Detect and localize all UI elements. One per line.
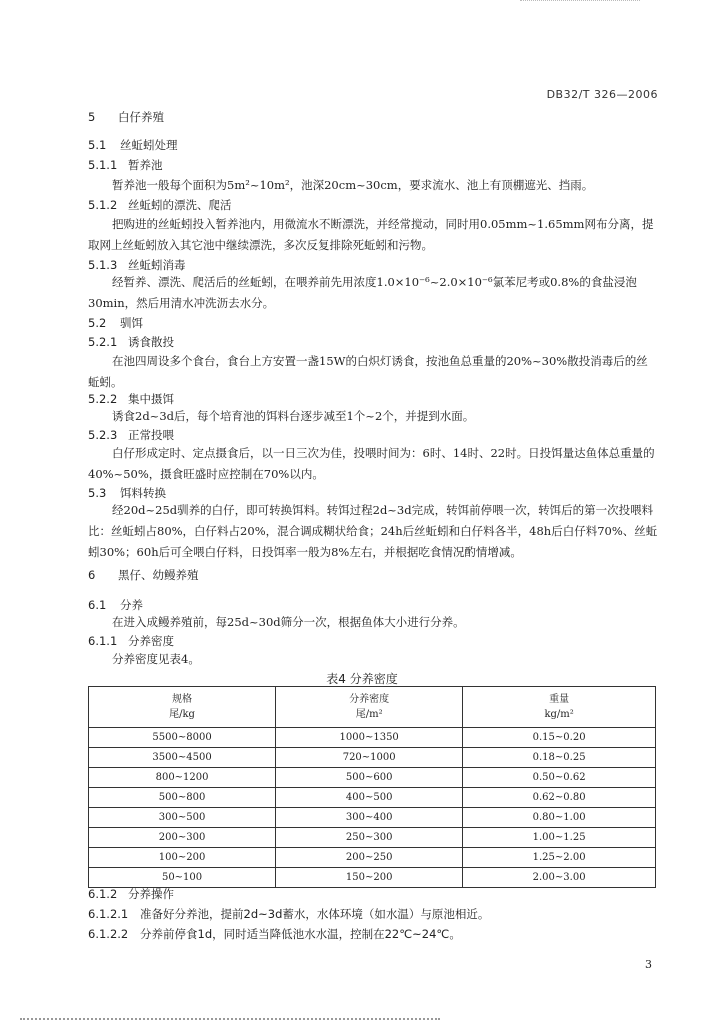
section-title: 丝蚯蚓的漂洗、爬活 — [128, 198, 232, 212]
table-cell: 150~200 — [276, 868, 463, 888]
paragraph: 在池四周设多个食台，食台上方安置一盏15W的白炽灯诱食，按池鱼总重量的20%~30%散投消毒后的丝蚯蚓。 — [88, 354, 648, 389]
section-number: 5.2.3 — [88, 428, 118, 442]
section-title: 饵料转换 — [120, 486, 166, 500]
section-number: 5 — [88, 110, 96, 124]
table-row — [89, 728, 656, 748]
table-cell: 500~600 — [276, 768, 463, 788]
header-label: 分养密度 — [349, 694, 390, 705]
section-title: 分养操作 — [128, 887, 174, 901]
section-heading — [88, 905, 648, 923]
table-row — [89, 848, 656, 868]
section-number: 5.2 — [88, 316, 107, 330]
section-number: 5.2.2 — [88, 392, 118, 406]
table-cell: 0.80~1.00 — [463, 808, 656, 828]
table-cell: 50~100 — [89, 868, 276, 888]
scan-edge-mark — [20, 1018, 440, 1023]
section-title: 集中摄饵 — [128, 392, 174, 406]
section-number: 5.1.2 — [88, 198, 118, 212]
section-heading — [88, 566, 648, 584]
section-title: 诱食散投 — [128, 335, 174, 349]
table-header-row — [89, 687, 656, 728]
paragraph: 在进入成鳗养殖前，每25d~30d筛分一次，根据鱼体大小进行分养。 — [112, 615, 465, 629]
section-number: 6.1.2.2 — [88, 927, 129, 941]
table-cell: 200~300 — [89, 828, 276, 848]
section-number: 6.1.2.1 — [88, 907, 129, 921]
section-heading — [88, 314, 648, 332]
table-row — [89, 808, 656, 828]
header-unit: kg/m² — [544, 709, 574, 720]
table-cell: 1000~1350 — [276, 728, 463, 748]
column-header — [89, 687, 276, 728]
header-label: 重量 — [549, 694, 570, 705]
section-heading — [88, 196, 648, 214]
section-number: 5.1.1 — [88, 158, 118, 172]
table-cell: 3500~4500 — [89, 748, 276, 768]
section-number: 5.2.1 — [88, 335, 118, 349]
table-row — [89, 748, 656, 768]
table-row — [89, 828, 656, 848]
section-heading — [88, 108, 648, 126]
table-cell: 100~200 — [89, 848, 276, 868]
header-unit: 尾/m² — [355, 709, 383, 720]
table-cell: 1.25~2.00 — [463, 848, 656, 868]
section-number: 5.3 — [88, 486, 107, 500]
table-row — [89, 788, 656, 808]
table-cell: 400~500 — [276, 788, 463, 808]
table-cell: 720~1000 — [276, 748, 463, 768]
paragraph: 白仔形成定时、定点摄食后，以一日三次为佳，投喂时间为：6时、14时、22时。日投饵量达鱼体总重量的40%~50%，摄食旺盛时应控制在70%以内。 — [88, 446, 655, 481]
paragraph: 诱食2d~3d后，每个培育池的饵料台逐步减至1个~2个，并提到水面。 — [112, 409, 475, 423]
section-heading — [88, 925, 648, 943]
table-cell: 2.00~3.00 — [463, 868, 656, 888]
table-cell: 300~400 — [276, 808, 463, 828]
header-unit: 尾/kg — [169, 709, 195, 720]
paragraph: 分养密度见表4。 — [112, 652, 200, 666]
page-number: 3 — [645, 958, 652, 971]
section-title: 黑仔、幼鳗养殖 — [118, 568, 199, 582]
section-title: 分养前停食1d，同时适当降低池水水温，控制在22℃~24℃。 — [140, 927, 461, 941]
section-number: 6.1 — [88, 598, 107, 612]
section-heading — [88, 885, 648, 903]
table-cell: 200~250 — [276, 848, 463, 868]
table-cell: 1.00~1.25 — [463, 828, 656, 848]
header-label: 规格 — [172, 694, 193, 705]
section-title: 分养 — [120, 598, 143, 612]
section-title: 丝蚯蚓消毒 — [128, 258, 186, 272]
section-title: 驯饵 — [120, 316, 143, 330]
table-cell: 250~300 — [276, 828, 463, 848]
section-heading — [88, 156, 648, 174]
paragraph: 暂养池一般每个面积为5m²~10m²，池深20cm~30cm，要求流水、池上有顶棚遮光、挡雨。 — [112, 178, 594, 192]
section-title: 白仔养殖 — [118, 110, 164, 124]
section-title: 丝蚯蚓处理 — [120, 138, 178, 152]
section-heading — [88, 426, 648, 444]
top-edge-mark — [520, 0, 640, 3]
section-number: 5.1 — [88, 138, 107, 152]
section-heading — [88, 632, 648, 650]
section-heading — [88, 333, 648, 351]
section-heading — [88, 136, 648, 154]
table-caption: 表4 分养密度 — [326, 672, 398, 686]
table-cell: 0.62~0.80 — [463, 788, 656, 808]
section-number: 6.1.1 — [88, 634, 118, 648]
section-title: 分养密度 — [128, 634, 174, 648]
paragraph: 经暂养、漂洗、爬活后的丝蚯蚓，在喂养前先用浓度1.0×10⁻⁶~2.0×10⁻⁶氯苯尼考或0.8%的食盐浸泡30min，然后用清水冲洗沥去水分。 — [88, 275, 637, 310]
table-cell: 500~800 — [89, 788, 276, 808]
section-number: 5.1.3 — [88, 258, 118, 272]
table-cell: 0.18~0.25 — [463, 748, 656, 768]
section-title: 正常投喂 — [128, 428, 174, 442]
column-header — [463, 687, 656, 728]
table-cell: 5500~8000 — [89, 728, 276, 748]
section-number: 6 — [88, 568, 96, 582]
table-cell: 300~500 — [89, 808, 276, 828]
standard-code: DB32/T 326—2006 — [546, 88, 658, 101]
paragraph: 经20d~25d驯养的白仔，即可转换饵料。转饵过程2d~3d完成，转饵前停喂一次，转饵后的第一次投喂料比：丝蚯蚓占80%，白仔料占20%，混合调成糊状给食；24h后丝蚯蚓和白仔料各半，48h后白仔料70%、丝蚯蚓30%；60h后可全喂白仔料，日投饵率一般为8%左右，并根据吃食情况酌情增减。 — [88, 503, 658, 559]
section-title: 准备好分养池，提前2d~3d蓄水，水体环境（如水温）与原池相近。 — [140, 907, 490, 921]
column-header — [276, 687, 463, 728]
density-table — [88, 686, 656, 888]
table-cell: 0.50~0.62 — [463, 768, 656, 788]
table-row — [89, 768, 656, 788]
paragraph: 把购进的丝蚯蚓投入暂养池内，用微流水不断漂洗，并经常搅动，同时用0.05mm~1.65mm网布分离，提取网上丝蚯蚓放入其它池中继续漂洗，多次反复排除死蚯蚓和污物。 — [88, 217, 654, 252]
table-cell: 0.15~0.20 — [463, 728, 656, 748]
section-number: 6.1.2 — [88, 887, 118, 901]
table-cell: 800~1200 — [89, 768, 276, 788]
section-title: 暂养池 — [128, 158, 163, 172]
